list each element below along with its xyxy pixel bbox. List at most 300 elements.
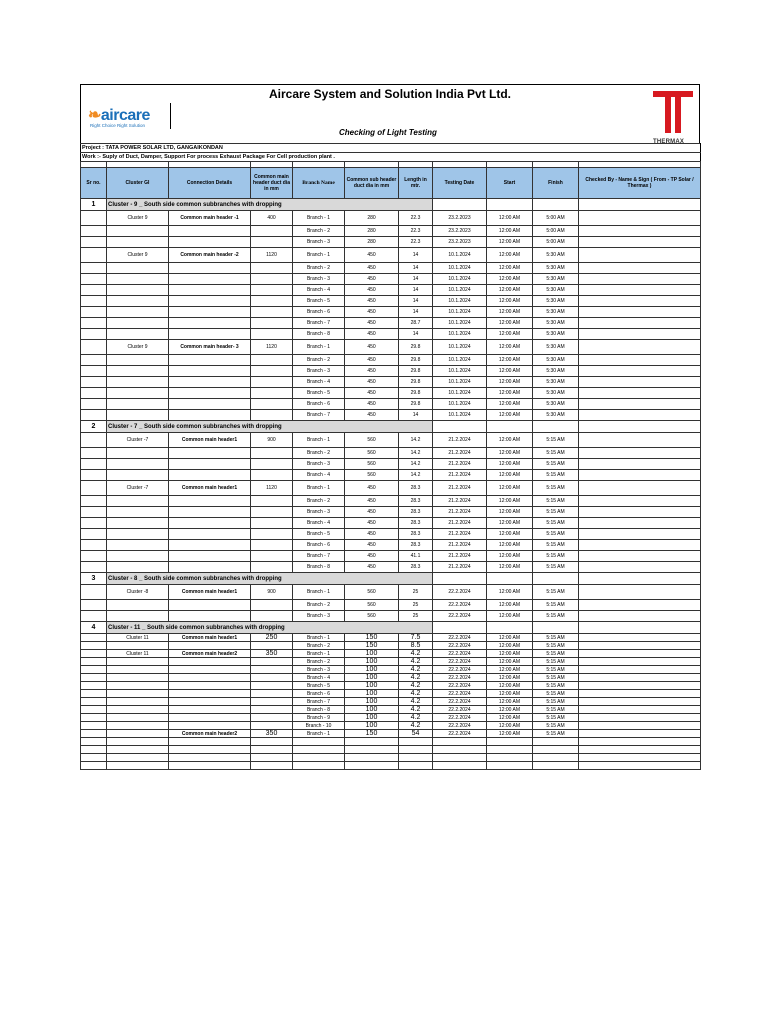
- cell-main-dia: [251, 722, 293, 730]
- cell-start: 12:00 AM: [487, 274, 533, 285]
- cell-cluster: [107, 730, 169, 738]
- cell-main-dia: [251, 690, 293, 698]
- table-row: [81, 355, 701, 366]
- table-row: [81, 329, 701, 340]
- cell-date: 10.1.2024: [433, 285, 487, 296]
- cell-branch: Branch - 4: [293, 470, 345, 481]
- cell-date: 21.2.2024: [433, 540, 487, 551]
- cell-date: 23.2.2023: [433, 211, 487, 226]
- cell-length: 14.2: [399, 448, 433, 459]
- table-row: [81, 529, 701, 540]
- cell-main-dia: [251, 318, 293, 329]
- cell-sub-dia: 450: [345, 355, 399, 366]
- cell-cluster: [107, 355, 169, 366]
- cell-start: 12:00 AM: [487, 237, 533, 248]
- cell-finish: 5:30 AM: [533, 329, 579, 340]
- table-row: [81, 650, 701, 658]
- cell-branch: Branch - 1: [293, 585, 345, 600]
- cell-connection: [169, 658, 251, 666]
- cell-branch: Branch - 7: [293, 551, 345, 562]
- table-row: [81, 263, 701, 274]
- cell-length: 28.7: [399, 318, 433, 329]
- cell-cluster: [107, 296, 169, 307]
- cell-start: 12:00 AM: [487, 410, 533, 421]
- cell-finish: 5:15 AM: [533, 698, 579, 706]
- cell-finish: 5:15 AM: [533, 481, 579, 496]
- cell-start: 12:00 AM: [487, 459, 533, 470]
- cell-connection: [169, 540, 251, 551]
- cell-branch: Branch - 2: [293, 226, 345, 237]
- cell-sr: [81, 611, 107, 622]
- cell-start: 12:00 AM: [487, 658, 533, 666]
- cell-sub-dia: 100: [345, 722, 399, 730]
- cell-date: 22.2.2024: [433, 650, 487, 658]
- cell-date: 22.2.2024: [433, 706, 487, 714]
- table-row: [81, 518, 701, 529]
- col-header-start: Start: [487, 168, 533, 199]
- col-header-sub-dia: Common sub header duct dia in mm: [345, 168, 399, 199]
- cell-cluster: [107, 682, 169, 690]
- cell-main-dia: [251, 237, 293, 248]
- cell-sr: [81, 642, 107, 650]
- cell-cluster: [107, 459, 169, 470]
- cell-finish: 5:15 AM: [533, 551, 579, 562]
- cell-connection: [169, 459, 251, 470]
- cell-start: 12:00 AM: [487, 433, 533, 448]
- cell-length: 4.2: [399, 666, 433, 674]
- col-header-date: Testing Date: [433, 168, 487, 199]
- cell-date: 22.2.2024: [433, 600, 487, 611]
- cell-checked-by: [579, 706, 701, 714]
- cell-connection: Common main header -2: [169, 248, 251, 263]
- col-header-finish: Finish: [533, 168, 579, 199]
- table-row: [81, 690, 701, 698]
- cell-date: 22.2.2024: [433, 722, 487, 730]
- cell-sub-dia: 280: [345, 211, 399, 226]
- cell-start: 12:00 AM: [487, 529, 533, 540]
- cell-date: 21.2.2024: [433, 470, 487, 481]
- cell-branch: Branch - 3: [293, 274, 345, 285]
- cell-sr: [81, 496, 107, 507]
- cell-sr: [81, 706, 107, 714]
- cell-sr: [81, 722, 107, 730]
- cell-date: 21.2.2024: [433, 459, 487, 470]
- cell-length: 28.3: [399, 540, 433, 551]
- cell-checked-by: [579, 355, 701, 366]
- cell-checked-by: [579, 274, 701, 285]
- cell-sub-dia: 560: [345, 611, 399, 622]
- cell-connection: [169, 642, 251, 650]
- cell-connection: [169, 226, 251, 237]
- cell-branch: Branch - 2: [293, 642, 345, 650]
- cell-cluster: [107, 674, 169, 682]
- cell-branch: Branch - 3: [293, 237, 345, 248]
- cell-sub-dia: 280: [345, 226, 399, 237]
- cell-finish: 5:15 AM: [533, 730, 579, 738]
- col-header-connection: Connection Details: [169, 168, 251, 199]
- table-row: [81, 388, 701, 399]
- cell-date: 10.1.2024: [433, 274, 487, 285]
- cell-cluster: [107, 722, 169, 730]
- cell-finish: 5:15 AM: [533, 650, 579, 658]
- cell-sr: [81, 551, 107, 562]
- cell-sr: [81, 600, 107, 611]
- cell-main-dia: [251, 448, 293, 459]
- cell-main-dia: [251, 470, 293, 481]
- sheet-subtitle: Checking of Light Testing: [339, 128, 437, 137]
- cell-date: 22.2.2024: [433, 714, 487, 722]
- cell-date: 10.1.2024: [433, 399, 487, 410]
- cell-main-dia: [251, 296, 293, 307]
- cluster-section-row: [81, 573, 701, 585]
- cell-finish: 5:30 AM: [533, 285, 579, 296]
- cell-start: 12:00 AM: [487, 674, 533, 682]
- cell-main-dia: 350: [251, 730, 293, 738]
- section-title: Cluster - 7 _ South side common subbranches with dropping: [107, 421, 433, 433]
- cell-length: 4.2: [399, 714, 433, 722]
- cell-branch: Branch - 4: [293, 518, 345, 529]
- cell-sub-dia: 100: [345, 698, 399, 706]
- col-header-main-dia: Common main header duct dia in mm: [251, 168, 293, 199]
- table-row: [81, 237, 701, 248]
- cell-main-dia: [251, 496, 293, 507]
- cell-branch: Branch - 2: [293, 600, 345, 611]
- cell-cluster: [107, 540, 169, 551]
- cell-start: 12:00 AM: [487, 698, 533, 706]
- cell-length: 14: [399, 307, 433, 318]
- cell-sub-dia: 560: [345, 585, 399, 600]
- cell-cluster: Cluster 9: [107, 248, 169, 263]
- cell-date: 23.2.2023: [433, 237, 487, 248]
- cell-main-dia: [251, 714, 293, 722]
- cell-finish: 5:15 AM: [533, 507, 579, 518]
- table-row: [81, 562, 701, 573]
- cell-sub-dia: 450: [345, 329, 399, 340]
- cell-date: 10.1.2024: [433, 248, 487, 263]
- cell-sr: [81, 307, 107, 318]
- cell-main-dia: [251, 600, 293, 611]
- cell-main-dia: [251, 642, 293, 650]
- cell-sr: [81, 658, 107, 666]
- cell-connection: Common main header1: [169, 585, 251, 600]
- cell-checked-by: [579, 585, 701, 600]
- cell-connection: [169, 263, 251, 274]
- cell-branch: Branch - 2: [293, 355, 345, 366]
- cell-cluster: [107, 410, 169, 421]
- cell-finish: 5:00 AM: [533, 211, 579, 226]
- cell-finish: 5:30 AM: [533, 366, 579, 377]
- cell-length: 14: [399, 410, 433, 421]
- cell-start: 12:00 AM: [487, 650, 533, 658]
- cell-date: 22.2.2024: [433, 682, 487, 690]
- cell-length: 4.2: [399, 698, 433, 706]
- cell-main-dia: [251, 706, 293, 714]
- cell-connection: [169, 674, 251, 682]
- cell-finish: 5:30 AM: [533, 263, 579, 274]
- cell-sr: [81, 377, 107, 388]
- cell-connection: [169, 399, 251, 410]
- section-number: 4: [81, 622, 107, 634]
- cell-checked-by: [579, 377, 701, 388]
- cell-main-dia: [251, 399, 293, 410]
- cell-sub-dia: 450: [345, 399, 399, 410]
- cell-branch: Branch - 1: [293, 481, 345, 496]
- cell-branch: Branch - 6: [293, 399, 345, 410]
- cell-sub-dia: 450: [345, 410, 399, 421]
- cell-date: 22.2.2024: [433, 674, 487, 682]
- table-row: [81, 399, 701, 410]
- cell-sr: [81, 355, 107, 366]
- aircare-logo: [84, 103, 171, 129]
- table-row: [81, 433, 701, 448]
- cell-length: 7.5: [399, 634, 433, 642]
- cell-date: 10.1.2024: [433, 366, 487, 377]
- cell-finish: 5:15 AM: [533, 540, 579, 551]
- cell-date: 10.1.2024: [433, 410, 487, 421]
- cell-branch: Branch - 5: [293, 296, 345, 307]
- cell-checked-by: [579, 340, 701, 355]
- cell-start: 12:00 AM: [487, 714, 533, 722]
- cell-date: 22.2.2024: [433, 730, 487, 738]
- cell-start: 12:00 AM: [487, 551, 533, 562]
- cell-checked-by: [579, 318, 701, 329]
- cell-sr: [81, 585, 107, 600]
- cell-sr: [81, 459, 107, 470]
- cell-checked-by: [579, 650, 701, 658]
- cell-branch: Branch - 2: [293, 496, 345, 507]
- cell-cluster: [107, 507, 169, 518]
- cell-date: 22.2.2024: [433, 690, 487, 698]
- cell-date: 10.1.2024: [433, 340, 487, 355]
- cell-sr: [81, 529, 107, 540]
- cell-finish: 5:15 AM: [533, 666, 579, 674]
- cell-sr: [81, 470, 107, 481]
- cell-finish: 5:15 AM: [533, 433, 579, 448]
- cell-sub-dia: 450: [345, 340, 399, 355]
- cell-checked-by: [579, 540, 701, 551]
- cell-branch: Branch - 3: [293, 666, 345, 674]
- cell-date: 22.2.2024: [433, 666, 487, 674]
- cell-date: 21.2.2024: [433, 507, 487, 518]
- cell-length: 28.3: [399, 481, 433, 496]
- cell-branch: Branch - 1: [293, 248, 345, 263]
- cell-checked-by: [579, 329, 701, 340]
- cell-sr: [81, 666, 107, 674]
- cell-connection: [169, 296, 251, 307]
- cell-checked-by: [579, 690, 701, 698]
- cell-main-dia: [251, 611, 293, 622]
- cell-connection: [169, 448, 251, 459]
- cell-connection: [169, 285, 251, 296]
- cell-start: 12:00 AM: [487, 634, 533, 642]
- cell-length: 29.8: [399, 377, 433, 388]
- table-row: [81, 540, 701, 551]
- cell-finish: 5:15 AM: [533, 674, 579, 682]
- cell-cluster: [107, 562, 169, 573]
- cell-branch: Branch - 9: [293, 714, 345, 722]
- cell-finish: 5:30 AM: [533, 355, 579, 366]
- cell-main-dia: [251, 682, 293, 690]
- cell-sub-dia: 150: [345, 634, 399, 642]
- cluster-section-row: [81, 421, 701, 433]
- cell-sub-dia: 450: [345, 518, 399, 529]
- cell-date: 21.2.2024: [433, 551, 487, 562]
- cell-checked-by: [579, 410, 701, 421]
- cell-connection: Common main header -1: [169, 211, 251, 226]
- cell-connection: [169, 377, 251, 388]
- cell-sr: [81, 285, 107, 296]
- cell-finish: 5:30 AM: [533, 274, 579, 285]
- cell-connection: [169, 470, 251, 481]
- cell-connection: [169, 366, 251, 377]
- cell-branch: Branch - 8: [293, 706, 345, 714]
- cell-sub-dia: 560: [345, 448, 399, 459]
- cell-cluster: Cluster 9: [107, 340, 169, 355]
- col-header-cluster: Cluster GI: [107, 168, 169, 199]
- cell-branch: Branch - 1: [293, 730, 345, 738]
- cell-sr: [81, 388, 107, 399]
- table-row: [81, 211, 701, 226]
- cell-checked-by: [579, 634, 701, 642]
- cell-connection: [169, 274, 251, 285]
- cell-sr: [81, 507, 107, 518]
- cell-branch: Branch - 7: [293, 698, 345, 706]
- cell-branch: Branch - 6: [293, 690, 345, 698]
- cell-start: 12:00 AM: [487, 642, 533, 650]
- empty-row: [81, 762, 701, 770]
- cell-finish: 5:30 AM: [533, 248, 579, 263]
- cell-cluster: [107, 285, 169, 296]
- cell-connection: Common main header2: [169, 730, 251, 738]
- cell-cluster: [107, 366, 169, 377]
- cell-checked-by: [579, 481, 701, 496]
- cell-sr: [81, 318, 107, 329]
- table-row: [81, 296, 701, 307]
- cell-start: 12:00 AM: [487, 263, 533, 274]
- cell-checked-by: [579, 698, 701, 706]
- cell-branch: Branch - 2: [293, 448, 345, 459]
- cell-sr: [81, 399, 107, 410]
- cell-connection: [169, 355, 251, 366]
- project-row: [81, 144, 701, 153]
- cell-main-dia: 900: [251, 433, 293, 448]
- cell-length: 28.3: [399, 529, 433, 540]
- cell-date: 21.2.2024: [433, 433, 487, 448]
- cell-length: 22.3: [399, 226, 433, 237]
- cell-date: 10.1.2024: [433, 377, 487, 388]
- section-title: Cluster - 11 _ South side common subbranches with dropping: [107, 622, 433, 634]
- cell-connection: [169, 507, 251, 518]
- table-row: [81, 448, 701, 459]
- cell-branch: Branch - 5: [293, 529, 345, 540]
- cell-cluster: [107, 642, 169, 650]
- cell-checked-by: [579, 518, 701, 529]
- cell-start: 12:00 AM: [487, 388, 533, 399]
- cell-start: 12:00 AM: [487, 507, 533, 518]
- cell-sub-dia: 280: [345, 237, 399, 248]
- cell-sr: [81, 211, 107, 226]
- cell-connection: Common main header1: [169, 634, 251, 642]
- cell-main-dia: [251, 377, 293, 388]
- cell-cluster: [107, 690, 169, 698]
- cell-branch: Branch - 3: [293, 366, 345, 377]
- table-row: [81, 674, 701, 682]
- cell-sub-dia: 560: [345, 600, 399, 611]
- cell-sr: [81, 448, 107, 459]
- cell-checked-by: [579, 611, 701, 622]
- table-row: [81, 318, 701, 329]
- cell-finish: 5:15 AM: [533, 642, 579, 650]
- cell-sr: [81, 682, 107, 690]
- cell-branch: Branch - 4: [293, 285, 345, 296]
- cell-checked-by: [579, 496, 701, 507]
- cell-connection: [169, 722, 251, 730]
- cell-checked-by: [579, 399, 701, 410]
- cell-sub-dia: 100: [345, 650, 399, 658]
- table-row: [81, 730, 701, 738]
- section-number: 2: [81, 421, 107, 433]
- table-row: [81, 340, 701, 355]
- cell-start: 12:00 AM: [487, 355, 533, 366]
- cell-sub-dia: 450: [345, 274, 399, 285]
- cluster-section-row: [81, 622, 701, 634]
- cell-date: 22.2.2024: [433, 634, 487, 642]
- cell-start: 12:00 AM: [487, 706, 533, 714]
- cell-main-dia: [251, 507, 293, 518]
- cell-finish: 5:15 AM: [533, 470, 579, 481]
- cell-sub-dia: 450: [345, 263, 399, 274]
- cell-length: 14: [399, 329, 433, 340]
- cell-sr: [81, 340, 107, 355]
- cell-main-dia: [251, 529, 293, 540]
- cell-branch: Branch - 5: [293, 388, 345, 399]
- cell-connection: [169, 562, 251, 573]
- subtitle-row: [80, 129, 700, 143]
- cell-sub-dia: 450: [345, 551, 399, 562]
- cell-start: 12:00 AM: [487, 600, 533, 611]
- empty-row: [81, 738, 701, 746]
- table-row: [81, 496, 701, 507]
- cell-connection: [169, 388, 251, 399]
- cell-branch: Branch - 5: [293, 682, 345, 690]
- cell-start: 12:00 AM: [487, 585, 533, 600]
- cell-cluster: [107, 263, 169, 274]
- cell-main-dia: [251, 658, 293, 666]
- cell-date: 10.1.2024: [433, 388, 487, 399]
- aircare-swirl-icon: ❧: [88, 107, 101, 124]
- cell-sr: [81, 226, 107, 237]
- cell-cluster: [107, 377, 169, 388]
- cell-sub-dia: 450: [345, 307, 399, 318]
- cell-length: 28.3: [399, 507, 433, 518]
- cell-branch: Branch - 4: [293, 377, 345, 388]
- cell-finish: 5:30 AM: [533, 377, 579, 388]
- cell-start: 12:00 AM: [487, 340, 533, 355]
- cell-length: 4.2: [399, 650, 433, 658]
- table-row: [81, 585, 701, 600]
- cell-checked-by: [579, 237, 701, 248]
- cell-sub-dia: 450: [345, 388, 399, 399]
- cell-start: 12:00 AM: [487, 562, 533, 573]
- table-row: [81, 666, 701, 674]
- cell-sr: [81, 540, 107, 551]
- cell-checked-by: [579, 642, 701, 650]
- table-row: [81, 600, 701, 611]
- cell-date: 22.2.2024: [433, 642, 487, 650]
- cell-connection: [169, 690, 251, 698]
- cell-finish: 5:15 AM: [533, 585, 579, 600]
- cell-start: 12:00 AM: [487, 296, 533, 307]
